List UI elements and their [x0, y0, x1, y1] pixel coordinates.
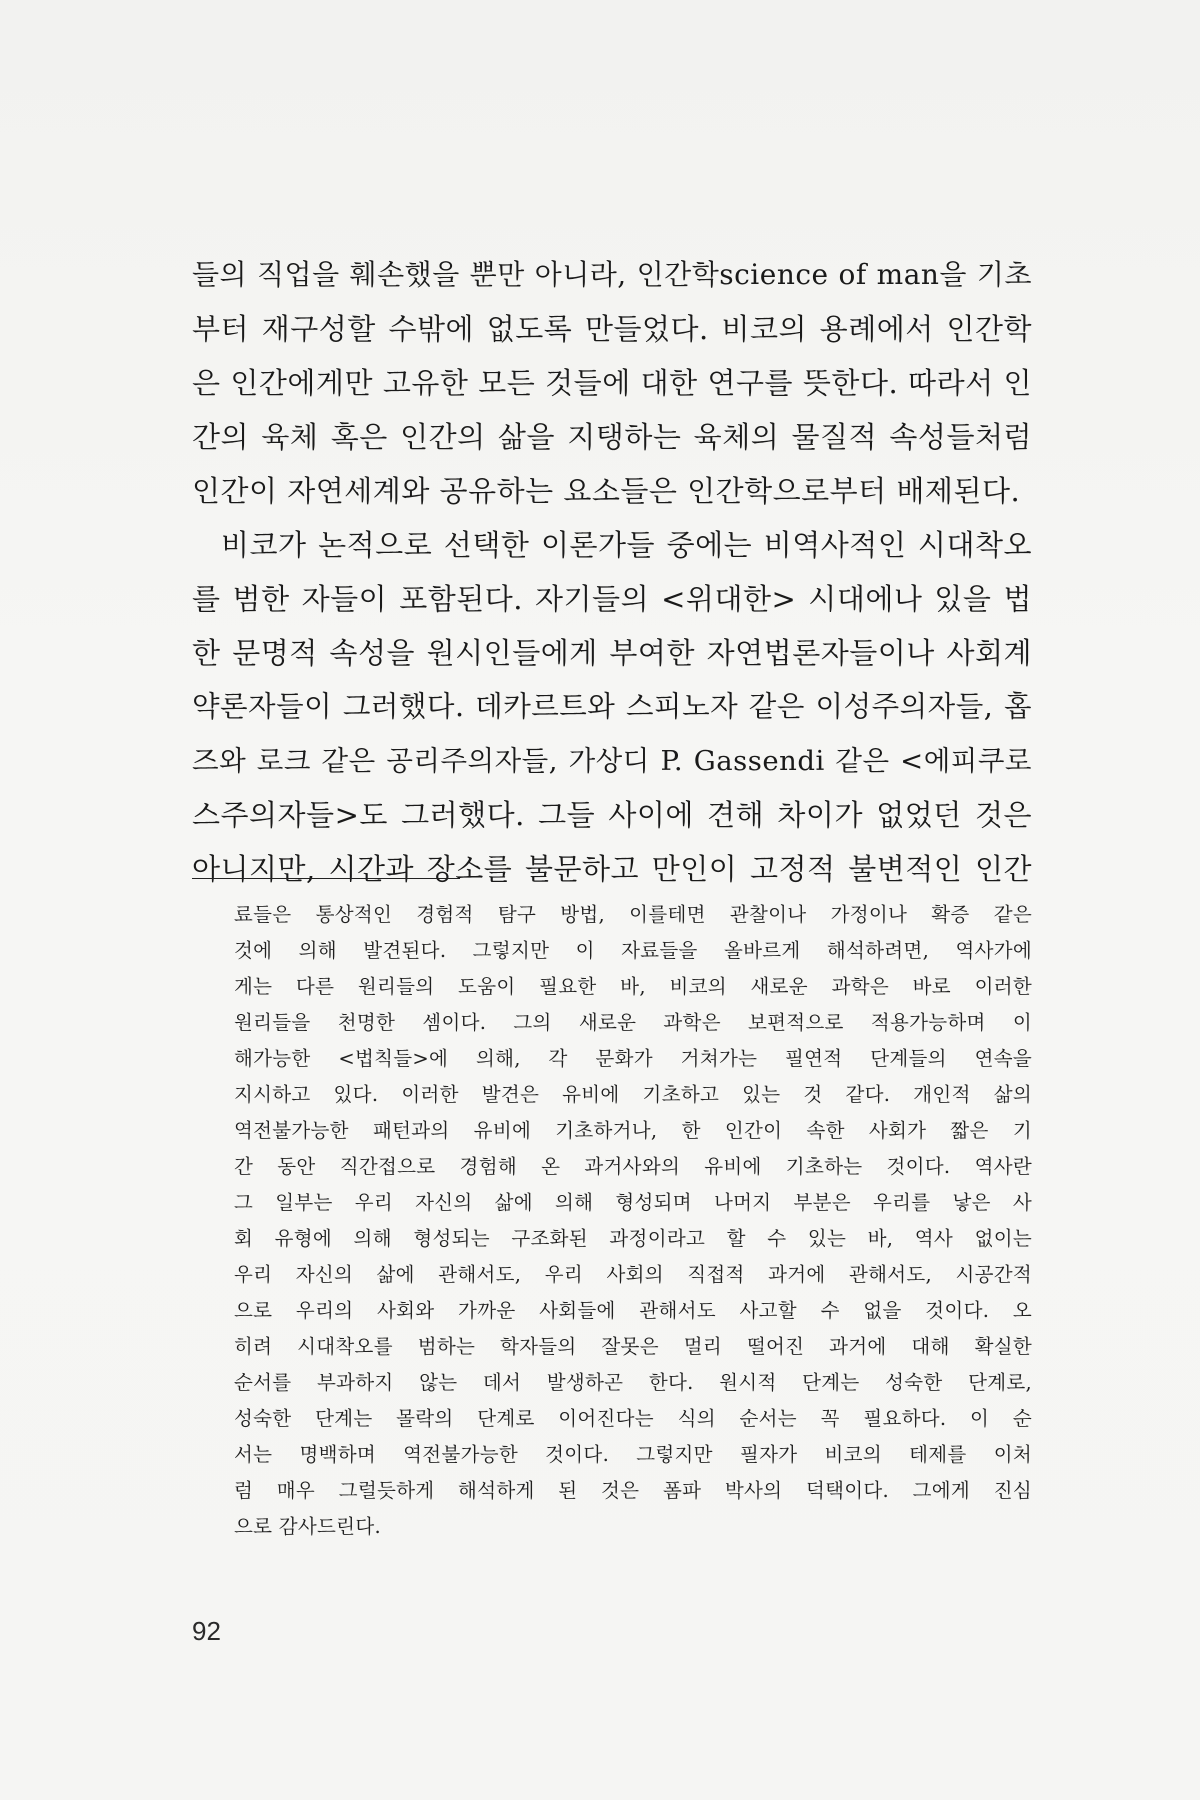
- footnote-line: 것에 의해 발견된다. 그렇지만 이 자료들을 올바르게 해석하려면, 역사가에: [234, 939, 1032, 962]
- footnote-line: 으로 우리의 사회와 가까운 사회들에 관해서도 사고할 수 없을 것이다. 오: [234, 1299, 1032, 1322]
- text-line: 를 범한 자들이 포함된다. 자기들의 <위대한> 시대에나 있을 법: [192, 582, 1032, 616]
- footnote-line: 역전불가능한 패턴과의 유비에 기초하거나, 한 인간이 속한 사회가 짧은 기: [234, 1119, 1032, 1142]
- footnote-line: 우리 자신의 삶에 관해서도, 우리 사회의 직접적 과거에 관해서도, 시공간적: [234, 1263, 1032, 1286]
- text-line: 들의 직업을 훼손했을 뿐만 아니라, 인간학science of man을 기초: [192, 258, 1032, 291]
- footnote-line: 회 유형에 의해 형성되는 구조화된 과정이라고 할 수 있는 바, 역사 없이는: [234, 1227, 1032, 1250]
- paragraph-start-line: 비코가 논적으로 선택한 이론가들 중에는 비역사적인 시대착오: [221, 528, 1032, 562]
- text-line: 은 인간에게만 고유한 모든 것들에 대한 연구를 뜻한다. 따라서 인: [192, 366, 1032, 400]
- text-line: 약론자들이 그러했다. 데카르트와 스피노자 같은 이성주의자들, 홉: [192, 690, 1032, 723]
- text-line: 부터 재구성할 수밖에 없도록 만들었다. 비코의 용례에서 인간학: [192, 312, 1032, 346]
- footnote: [234, 897, 1032, 1545]
- footnote-line: 럼 매우 그럴듯하게 해석하게 된 것은 폼파 박사의 덕택이다. 그에게 진심: [234, 1479, 1032, 1502]
- footnote-line: 게는 다른 원리들의 도움이 필요한 바, 비코의 새로운 과학은 바로 이러한: [234, 975, 1032, 998]
- footnote-separator: [192, 878, 460, 879]
- footnote-line: 순서를 부과하지 않는 데서 발생하곤 한다. 원시적 단계는 성숙한 단계로,: [234, 1371, 1032, 1394]
- text-line: 즈와 로크 같은 공리주의자들, 가상디 P. Gassendi 같은 <에피쿠로: [192, 745, 1032, 777]
- footnote-line: 해가능한 <법칙들>에 의해, 각 문화가 거쳐가는 필연적 단계들의 연속을: [234, 1047, 1032, 1070]
- page-number: 92: [192, 1616, 221, 1646]
- footnote-line: 서는 명백하며 역전불가능한 것이다. 그렇지만 필자가 비코의 테제를 이처: [234, 1443, 1032, 1466]
- footnote-line: 히려 시대착오를 범하는 학자들의 잘못은 멀리 떨어진 과거에 대해 확실한: [234, 1335, 1032, 1358]
- text-line: 한 문명적 속성을 원시인들에게 부여한 자연법론자들이나 사회계: [192, 636, 1032, 670]
- footnote-line: 료들은 통상적인 경험적 탐구 방법, 이를테면 관찰이나 가정이나 확증 같은: [234, 903, 1032, 926]
- footnote-line: 간 동안 직간접으로 경험해 온 과거사와의 유비에 기초하는 것이다. 역사란: [234, 1155, 1032, 1178]
- main-text: [192, 248, 1032, 896]
- text-line: 아니지만, 시간과 장소를 불문하고 만인이 고정적 불변적인 인간: [192, 852, 1032, 886]
- text-line: 인간이 자연세계와 공유하는 요소들은 인간학으로부터 배제된다.: [192, 474, 1021, 508]
- footnote-line: 으로 감사드린다.: [234, 1515, 381, 1538]
- footnote-line: 그 일부는 우리 자신의 삶에 의해 형성되며 나머지 부분은 우리를 낳은 사: [234, 1191, 1032, 1214]
- footnote-line: 성숙한 단계는 몰락의 단계로 이어진다는 식의 순서는 꼭 필요하다. 이 순: [234, 1407, 1032, 1430]
- text-line: 스주의자들>도 그러했다. 그들 사이에 견해 차이가 없었던 것은: [192, 798, 1032, 832]
- footnote-line: 원리들을 천명한 셈이다. 그의 새로운 과학은 보편적으로 적용가능하며 이: [234, 1011, 1032, 1034]
- text-line: 간의 육체 혹은 인간의 삶을 지탱하는 육체의 물질적 속성들처럼: [192, 420, 1032, 454]
- footnote-line: 지시하고 있다. 이러한 발견은 유비에 기초하고 있는 것 같다. 개인적 삶의: [234, 1083, 1032, 1106]
